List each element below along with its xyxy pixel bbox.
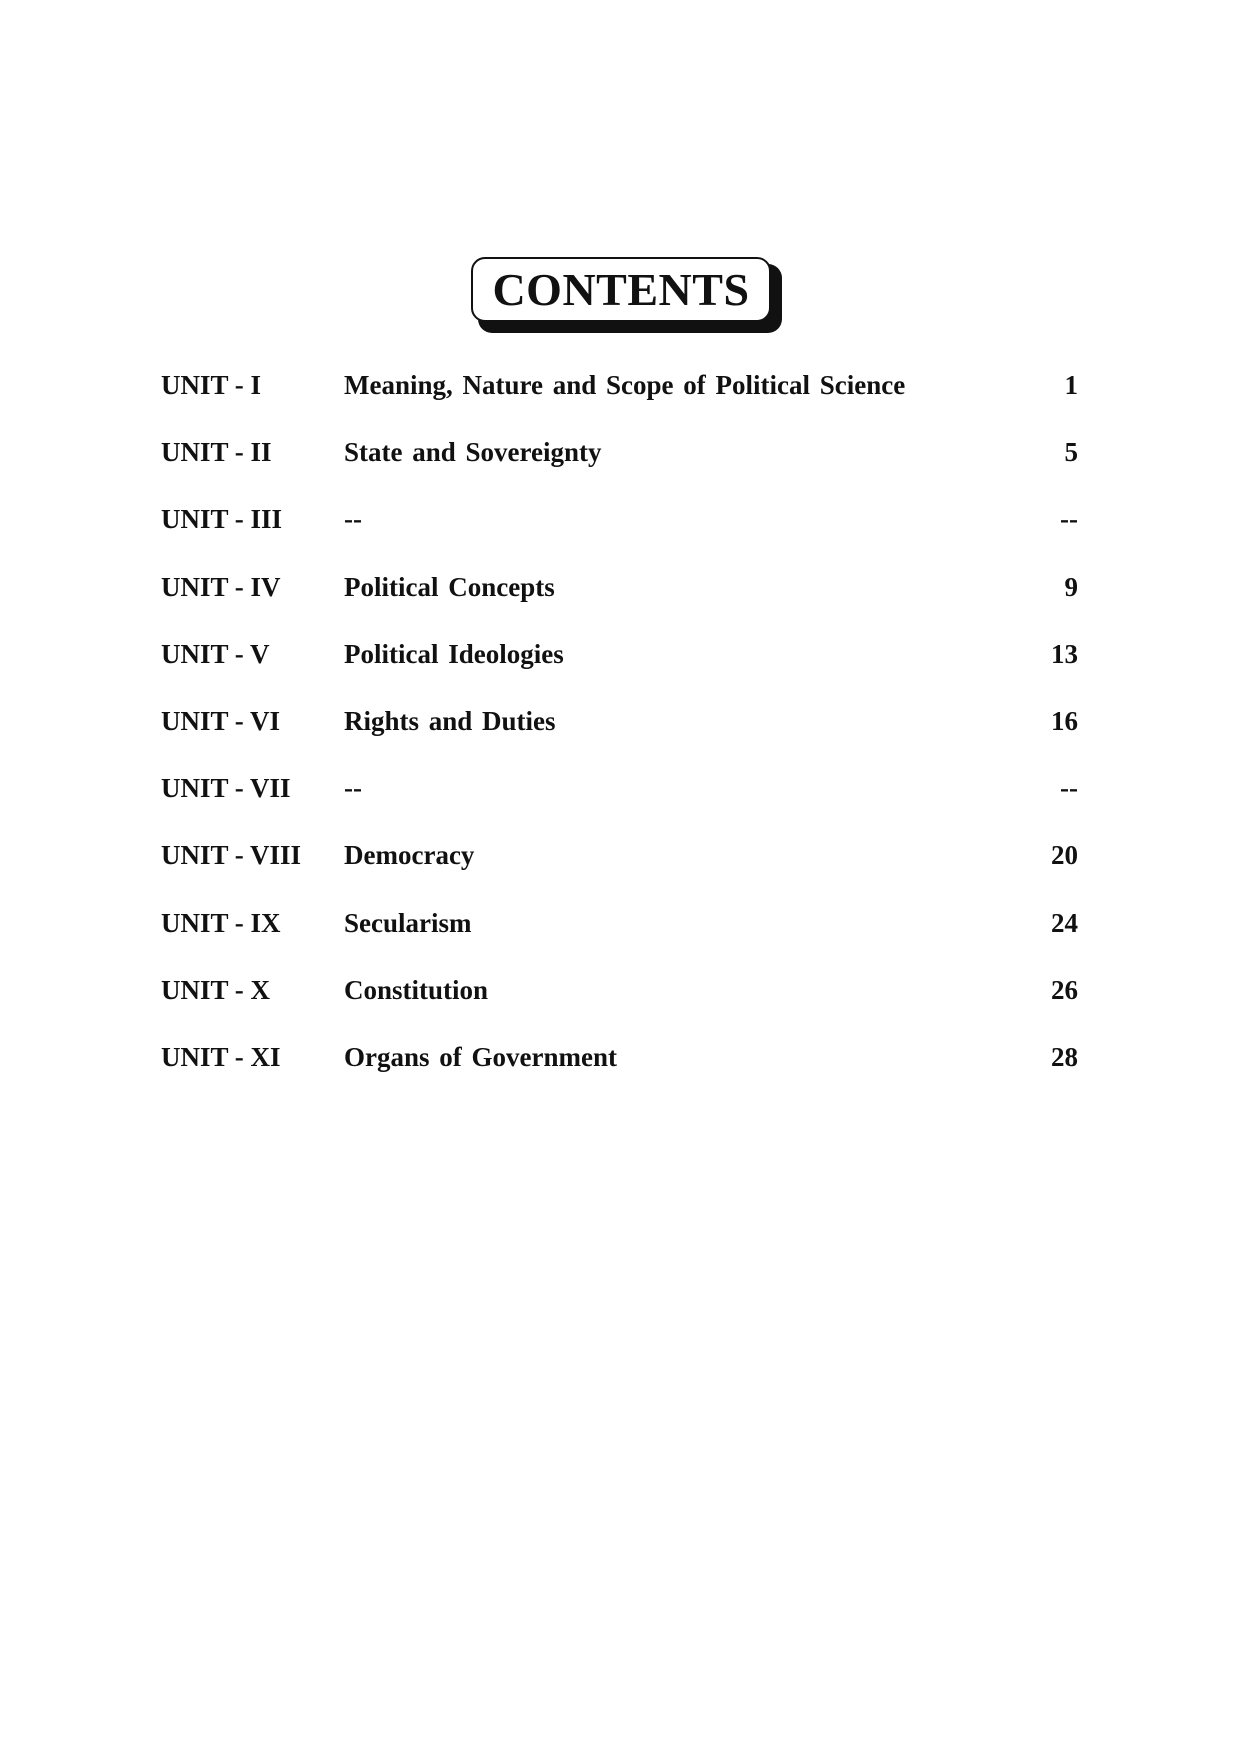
toc-topic: -- [344,773,362,804]
toc-entry [161,372,1078,439]
toc-topic: Political Ideologies [344,638,564,669]
toc-unit-label: UNIT - IX [161,907,281,938]
toc-page-number: 24 [1051,907,1078,938]
toc-entry [161,1041,1078,1111]
toc-page-number: 1 [1064,370,1078,400]
toc-unit-label: UNIT - V [161,638,270,669]
toc-topic: Constitution [344,974,489,1005]
toc-unit-label: UNIT - XI [161,1041,281,1072]
toc-unit-label: UNIT - VI [161,705,281,736]
toc-unit-label: UNIT - I [161,370,262,400]
toc-unit-label: UNIT - II [161,437,272,468]
table-of-contents [161,372,1078,1111]
toc-entry [161,571,1078,641]
page-title: CONTENTS [492,263,750,315]
toc-page-number: 13 [1051,638,1078,669]
toc-unit-label: UNIT - IV [161,571,281,602]
contents-title-box [471,257,782,333]
toc-page-number: 5 [1064,437,1078,468]
toc-entry [161,439,1078,506]
toc-topic: Rights and Duties [344,705,556,736]
toc-unit-label: UNIT - III [161,504,283,535]
toc-entry [161,842,1078,909]
toc-page-number: 9 [1064,571,1078,602]
toc-topic: Democracy [344,840,475,871]
toc-entry [161,974,1078,1044]
toc-entry [161,907,1078,977]
toc-topic: Organs of Government [344,1041,617,1072]
toc-unit-label: UNIT - X [161,974,271,1005]
toc-page-number: 26 [1051,974,1078,1005]
title-box-frame [471,257,771,322]
toc-topic: State and Sovereignty [344,437,602,468]
toc-entry [161,638,1078,708]
toc-entry [161,506,1078,573]
toc-page-number: -- [1060,773,1078,804]
toc-page-number: 20 [1051,840,1078,871]
toc-page-number: -- [1060,504,1078,535]
toc-topic: Meaning, Nature and Scope of Political Science [344,370,906,400]
toc-topic: Political Concepts [344,571,555,602]
toc-topic: Secularism [344,907,472,938]
toc-topic: -- [344,504,362,535]
toc-unit-label: UNIT - VII [161,773,291,804]
toc-page-number: 28 [1051,1041,1078,1072]
toc-unit-label: UNIT - VIII [161,840,302,871]
toc-page-number: 16 [1051,705,1078,736]
toc-entry [161,705,1078,775]
toc-entry [161,775,1078,842]
